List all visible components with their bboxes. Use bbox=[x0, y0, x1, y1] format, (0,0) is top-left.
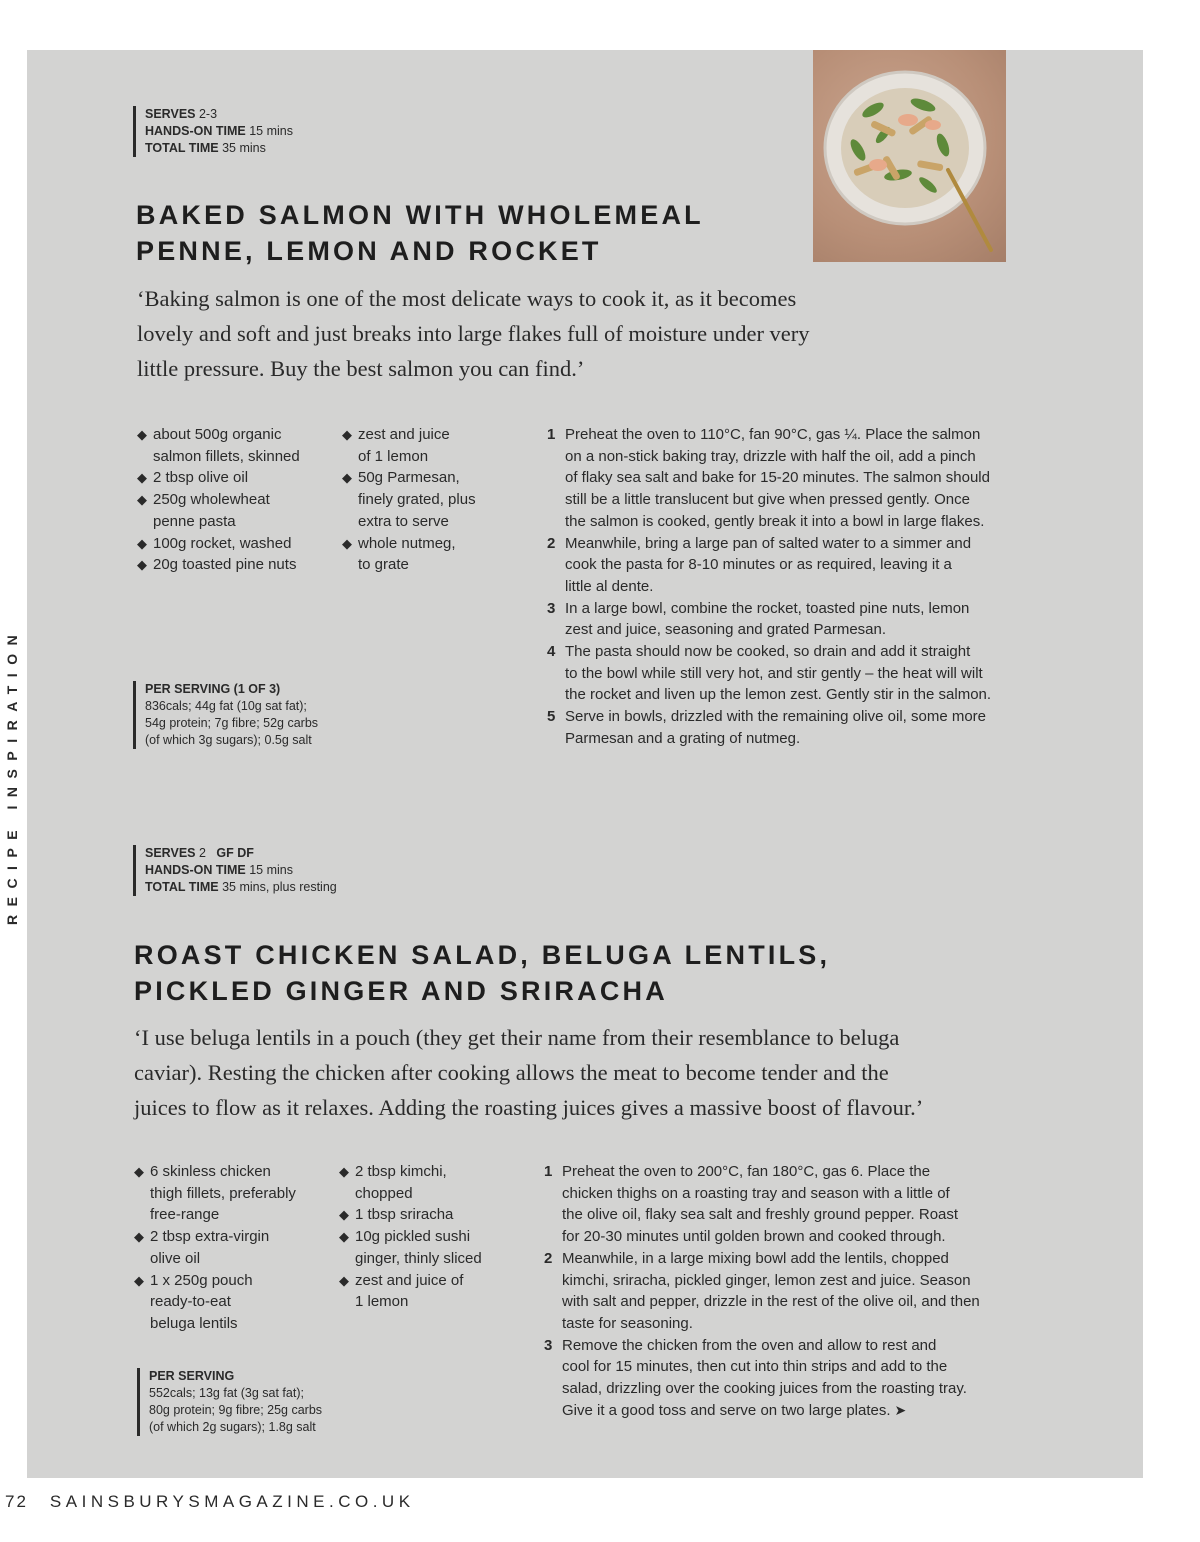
recipe1-title bbox=[136, 197, 704, 269]
serves-value: 2 bbox=[198, 846, 206, 860]
step-number: 1 bbox=[547, 426, 556, 443]
page-footer bbox=[5, 1492, 415, 1512]
title-line: ROAST CHICKEN SALAD, BELUGA LENTILS, bbox=[134, 940, 831, 970]
quote-line: little pressure. Buy the best salmon you can find.’ bbox=[137, 356, 585, 381]
nutrition-line: 80g protein; 9g fibre; 25g carbs bbox=[149, 1403, 323, 1417]
step-number: 2 bbox=[544, 1249, 553, 1267]
recipe2-ingredients-col1 bbox=[134, 1161, 296, 1335]
recipe1-ingredients-col2 bbox=[342, 424, 476, 576]
recipe2-nutrition bbox=[137, 1368, 322, 1436]
diamond-bullet-icon: ◆ bbox=[339, 1229, 349, 1245]
title-line: PICKLED GINGER AND SRIRACHA bbox=[134, 976, 668, 1006]
quote-line: ‘Baking salmon is one of the most delicate ways to cook it, as it becomes bbox=[137, 286, 797, 311]
recipe1-ingredients-col1 bbox=[137, 424, 300, 576]
nutrition-line: (of which 3g sugars); 0.5g salt bbox=[145, 733, 312, 747]
nutrition-line: 836cals; 44g fat (10g sat fat); bbox=[145, 699, 307, 713]
recipe2-method bbox=[544, 1161, 980, 1421]
method-step: 2 Meanwhile, in a large mixing bowl add the lentils, chopped kimchi, sriracha, pickled ginger, lemon zest and juice. Season with salt and pepper, drizzle in the rest of the olive oil, and then taste for seasoning. bbox=[544, 1249, 980, 1332]
diamond-bullet-icon: ◆ bbox=[339, 1272, 349, 1288]
diamond-bullet-icon: ◆ bbox=[134, 1272, 144, 1288]
recipe2-title bbox=[134, 937, 830, 1009]
diamond-bullet-icon: ◆ bbox=[342, 470, 352, 486]
total-time-label: TOTAL TIME bbox=[145, 880, 219, 894]
recipe1-nutrition bbox=[133, 681, 318, 749]
recipe1-method bbox=[547, 424, 991, 750]
hands-on-label: HANDS-ON TIME bbox=[145, 863, 246, 877]
step-number: 4 bbox=[547, 643, 556, 661]
hands-on-value: 15 mins bbox=[249, 124, 293, 138]
diamond-bullet-icon: ◆ bbox=[339, 1164, 349, 1179]
method-step: 4 The pasta should now be cooked, so drain and add it straight to the bowl while still very hot, and stir gently – the heat will wilt the rocket and liven up the lemon zest. Gently stir in the salmon. bbox=[547, 643, 992, 704]
diamond-bullet-icon: ◆ bbox=[137, 492, 147, 508]
diamond-bullet-icon: ◆ bbox=[134, 1229, 144, 1245]
step-number: 3 bbox=[547, 599, 556, 617]
recipe2-quote bbox=[134, 1020, 923, 1125]
diamond-bullet-icon: ◆ bbox=[342, 535, 352, 551]
website-link[interactable]: SAINSBURYSMAGAZINE.CO.UK bbox=[49, 1492, 415, 1511]
ingredient-item: ◆ 50g Parmesan, finely grated, plus extra to serve bbox=[342, 469, 476, 530]
nutrition-heading: PER SERVING bbox=[149, 1369, 235, 1383]
ingredient-item: ◆ 2 tbsp kimchi, chopped bbox=[339, 1163, 447, 1202]
hands-on-value: 15 mins bbox=[249, 863, 293, 877]
recipe2-ingredients-col2 bbox=[339, 1161, 482, 1313]
side-section-label: RECIPE INSPIRATION bbox=[4, 626, 20, 925]
diet-tags: GF DF bbox=[216, 846, 254, 860]
total-time-label: TOTAL TIME bbox=[145, 141, 219, 155]
method-step: 3 In a large bowl, combine the rocket, toasted pine nuts, lemon zest and juice, seasoning and grated Parmesan. bbox=[547, 599, 970, 639]
step-number: 2 bbox=[547, 534, 556, 552]
ingredient-item: ◆ zest and juice of 1 lemon bbox=[339, 1271, 464, 1311]
ingredient-item: ◆ 6 skinless chicken thigh fillets, preferably free-range bbox=[134, 1163, 296, 1224]
serves-label: SERVES bbox=[145, 107, 196, 121]
quote-line: caviar). Resting the chicken after cooking allows the meat to become tender and the bbox=[134, 1060, 889, 1085]
page-number: 72 bbox=[5, 1492, 28, 1511]
diamond-bullet-icon: ◆ bbox=[342, 427, 352, 442]
salmon-pasta-photo bbox=[813, 50, 1006, 262]
ingredient-item: ◆ 10g pickled sushi ginger, thinly sliced bbox=[339, 1228, 482, 1267]
ingredient-item: ◆ 20g toasted pine nuts bbox=[137, 554, 300, 576]
quote-line: juices to flow as it relaxes. Adding the roasting juices gives a massive boost of flavour.’ bbox=[134, 1095, 924, 1120]
nutrition-line: (of which 2g sugars); 1.8g salt bbox=[149, 1420, 316, 1434]
quote-line: lovely and soft and just breaks into large flakes full of moisture under very bbox=[137, 321, 810, 346]
diamond-bullet-icon: ◆ bbox=[137, 427, 147, 442]
ingredient-item: ◆ 2 tbsp extra-virgin olive oil bbox=[134, 1228, 270, 1267]
ingredient-item: ◆ about 500g organic salmon fillets, skinned bbox=[137, 426, 300, 465]
method-step: 1 Preheat the oven to 200°C, fan 180°C, gas 6. Place the chicken thighs on a roasting tray and season with a little of the olive oil, flaky sea salt and freshly ground pepper. Roast for 20-30 minutes until golden brown and cooked through. bbox=[544, 1163, 959, 1246]
diamond-bullet-icon: ◆ bbox=[137, 557, 147, 573]
plate-illustration-icon bbox=[813, 50, 1006, 262]
total-time-value: 35 mins, plus resting bbox=[222, 880, 337, 894]
ingredient-item: ◆ 100g rocket, washed bbox=[137, 533, 300, 555]
diamond-bullet-icon: ◆ bbox=[339, 1207, 349, 1223]
step-number: 5 bbox=[547, 708, 556, 726]
quote-line: ‘I use beluga lentils in a pouch (they get their name from their resemblance to beluga bbox=[134, 1025, 900, 1050]
ingredient-item: ◆ whole nutmeg, to grate bbox=[342, 534, 456, 574]
diamond-bullet-icon: ◆ bbox=[137, 470, 147, 486]
ingredient-item: ◆ 250g wholewheat penne pasta bbox=[137, 491, 270, 530]
ingredient-item: ◆ 1 x 250g pouch ready-to-eat beluga lentils bbox=[134, 1271, 253, 1332]
hands-on-label: HANDS-ON TIME bbox=[145, 124, 246, 138]
continue-arrow-icon: ➤ bbox=[894, 1401, 907, 1418]
nutrition-line: 552cals; 13g fat (3g sat fat); bbox=[149, 1386, 304, 1400]
step-number: 1 bbox=[544, 1163, 553, 1180]
ingredient-item: ◆ 2 tbsp olive oil bbox=[137, 467, 300, 489]
total-time-value: 35 mins bbox=[222, 141, 266, 155]
step-number: 3 bbox=[544, 1336, 553, 1354]
title-line: BAKED SALMON WITH WHOLEMEAL bbox=[136, 200, 704, 230]
recipe1-meta bbox=[133, 106, 293, 157]
serves-value: 2-3 bbox=[198, 107, 218, 121]
serves-label: SERVES bbox=[145, 846, 196, 860]
method-step: 5 Serve in bowls, drizzled with the remaining olive oil, some more Parmesan and a grating of nutmeg. bbox=[547, 708, 987, 747]
method-step: 2 Meanwhile, bring a large pan of salted water to a simmer and cook the pasta for 8-10 minutes or as required, leaving it a little al dente. bbox=[547, 534, 972, 595]
ingredient-item: ◆ zest and juice of 1 lemon bbox=[342, 426, 450, 465]
diamond-bullet-icon: ◆ bbox=[134, 1164, 144, 1179]
method-step: 3 Remove the chicken from the oven and allow to rest and cool for 15 minutes, then cut into thin strips and add to the salad, drizzling over the cooking juices from the roasting tray. Give it a good toss and serve on two large plates. ➤ bbox=[544, 1336, 967, 1419]
method-step: 1 Preheat the oven to 110°C, fan 90°C, gas ¼. Place the salmon on a non-stick baking tray, drizzle with half the oil, add a pinch of flaky sea salt and bake for 15-20 minutes. The salmon should still be a little translucent but give when pressed gently. Once the salmon is cooked, gently break it into a bowl in large flakes. bbox=[547, 426, 990, 530]
recipe2-meta bbox=[133, 845, 337, 896]
title-line: PENNE, LEMON AND ROCKET bbox=[136, 236, 602, 266]
diamond-bullet-icon: ◆ bbox=[137, 535, 147, 551]
nutrition-line: 54g protein; 7g fibre; 52g carbs bbox=[145, 716, 319, 730]
recipe1-quote bbox=[137, 281, 810, 386]
ingredient-item: ◆ 1 tbsp sriracha bbox=[339, 1204, 482, 1226]
nutrition-heading: PER SERVING (1 OF 3) bbox=[145, 682, 281, 696]
